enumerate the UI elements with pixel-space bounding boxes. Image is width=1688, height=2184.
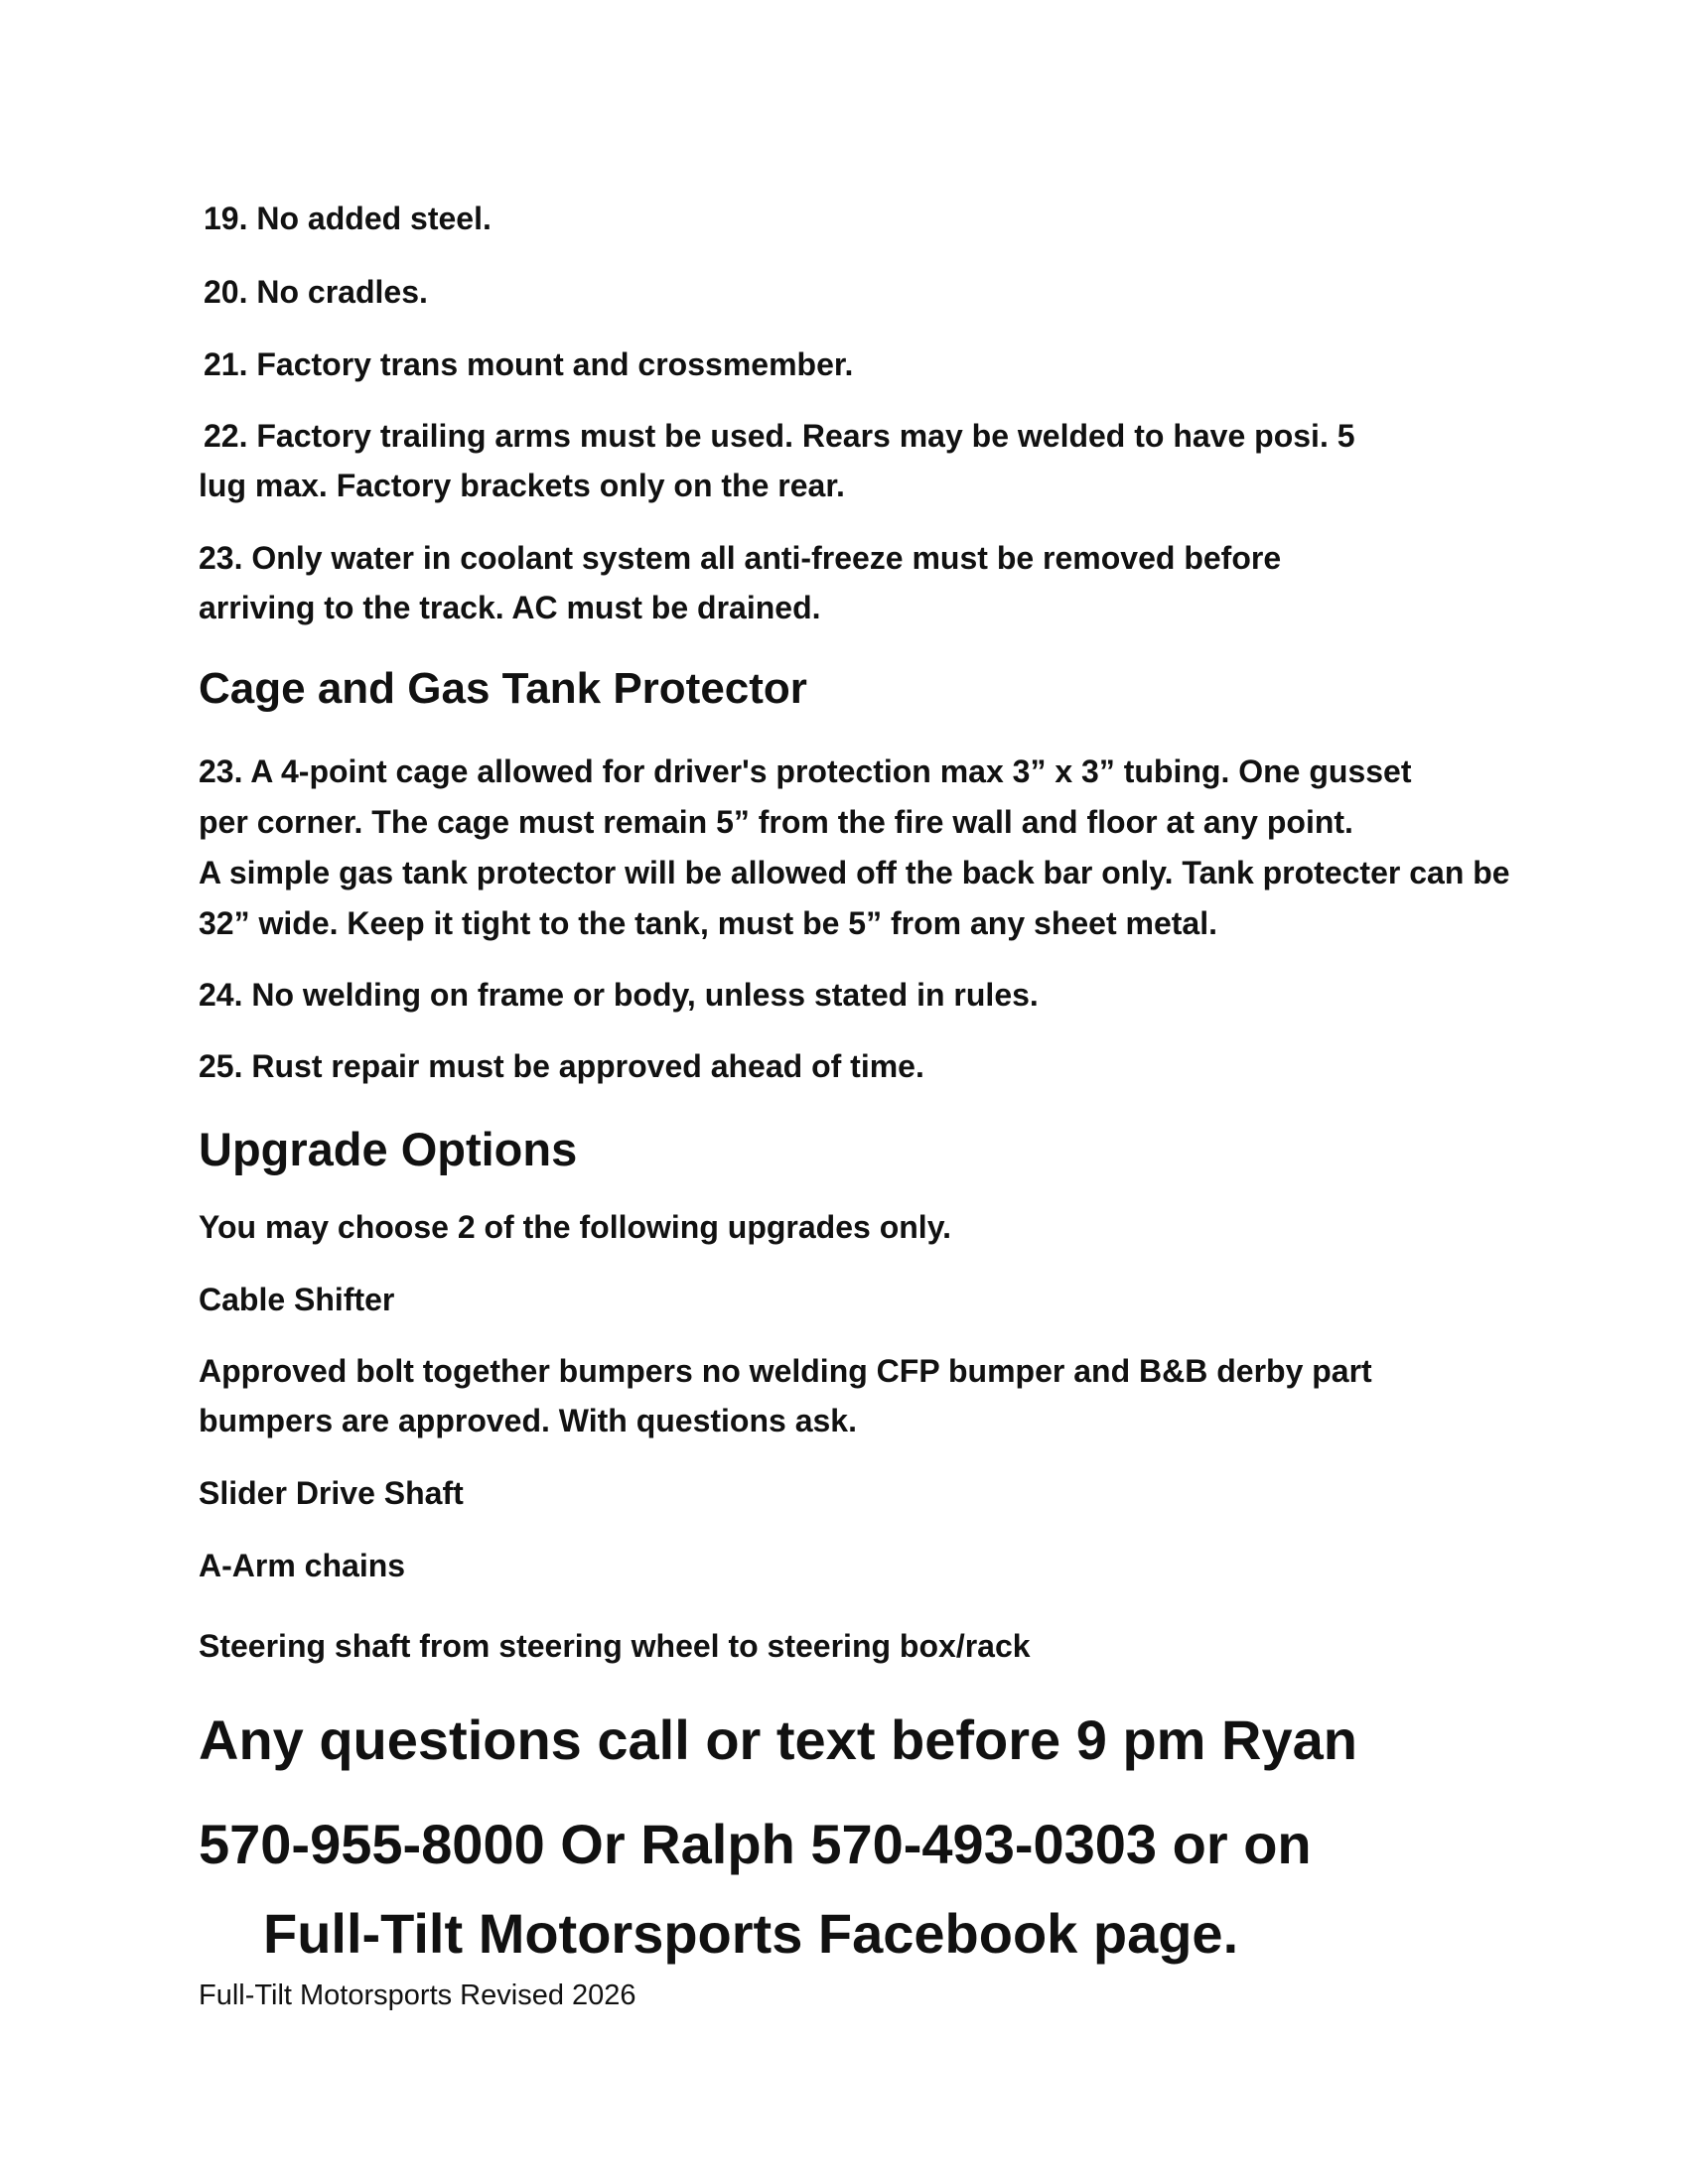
rule-23-coolant: [199, 538, 1281, 578]
footer-revision: Full-Tilt Motorsports Revised 2026: [199, 1979, 636, 2011]
rule-23-coolant-cont: [199, 588, 821, 627]
rule-23-cage-text-2: per corner. The cage must remain 5” from the fire wall and floor at any point.: [199, 804, 1353, 840]
contact-line-2: 570-955-8000 Or Ralph 570-493-0303 or on: [199, 1813, 1312, 1875]
rule-19: 19. No added steel.: [204, 201, 492, 236]
upgrade-option-bumpers-cont: [199, 1401, 857, 1440]
rule-22-line-1: 22. Factory trailing arms must be used. Rears may be welded to have posi. 5: [204, 418, 1355, 454]
rule-22-cont: [199, 466, 845, 505]
rule-22: [204, 416, 1355, 456]
upgrade-option-steering: Steering shaft from steering wheel to steering box/rack: [199, 1628, 1031, 1664]
upgrade-option-bumpers: [199, 1351, 1372, 1391]
rule-22-line-2: lug max. Factory brackets only on the rear.: [199, 468, 845, 503]
rule-25: 25. Rust repair must be approved ahead of time.: [199, 1048, 924, 1084]
rule-20: 20. No cradles.: [204, 274, 428, 310]
rule-24: 24. No welding on frame or body, unless stated in rules.: [199, 977, 1039, 1013]
upgrade-heading: Upgrade Options: [199, 1123, 578, 1175]
contact-line-1: Any questions call or text before 9 pm Ryan: [199, 1708, 1357, 1771]
upgrade-option-cable-shifter: Cable Shifter: [199, 1282, 395, 1317]
rule-23-cage-line-1: [199, 751, 1412, 791]
rule-23-cage-text-3: A simple gas tank protector will be allowed off the back bar only. Tank protecter can be: [199, 855, 1510, 890]
rule-23-cage-line-3: [199, 853, 1510, 892]
upgrade-option-slider: Slider Drive Shaft: [199, 1475, 464, 1511]
rule-23-cage-line-2: [199, 802, 1353, 842]
upgrade-option-a-arm: A-Arm chains: [199, 1548, 406, 1583]
rule-23-line-2: arriving to the track. AC must be drained.: [199, 590, 821, 625]
rule-21: 21. Factory trans mount and crossmember.: [204, 346, 854, 382]
bumpers-line-1: Approved bolt together bumpers no welding CFP bumper and B&B derby part: [199, 1353, 1372, 1389]
cage-heading: Cage and Gas Tank Protector: [199, 664, 807, 713]
contact-line-3: Full-Tilt Motorsports Facebook page.: [263, 1902, 1239, 1965]
bumpers-line-2: bumpers are approved. With questions ask.: [199, 1403, 857, 1438]
rule-23-cage-text-4: 32” wide. Keep it tight to the tank, must be 5” from any sheet metal.: [199, 905, 1217, 941]
rule-23-cage-text-1: 23. A 4-point cage allowed for driver's protection max 3” x 3” tubing. One gusset: [199, 753, 1412, 789]
rule-23-line-1: 23. Only water in coolant system all anti-freeze must be removed before: [199, 540, 1282, 576]
upgrade-intro: You may choose 2 of the following upgrades only.: [199, 1209, 951, 1245]
rule-23-cage-line-4: [199, 903, 1217, 943]
